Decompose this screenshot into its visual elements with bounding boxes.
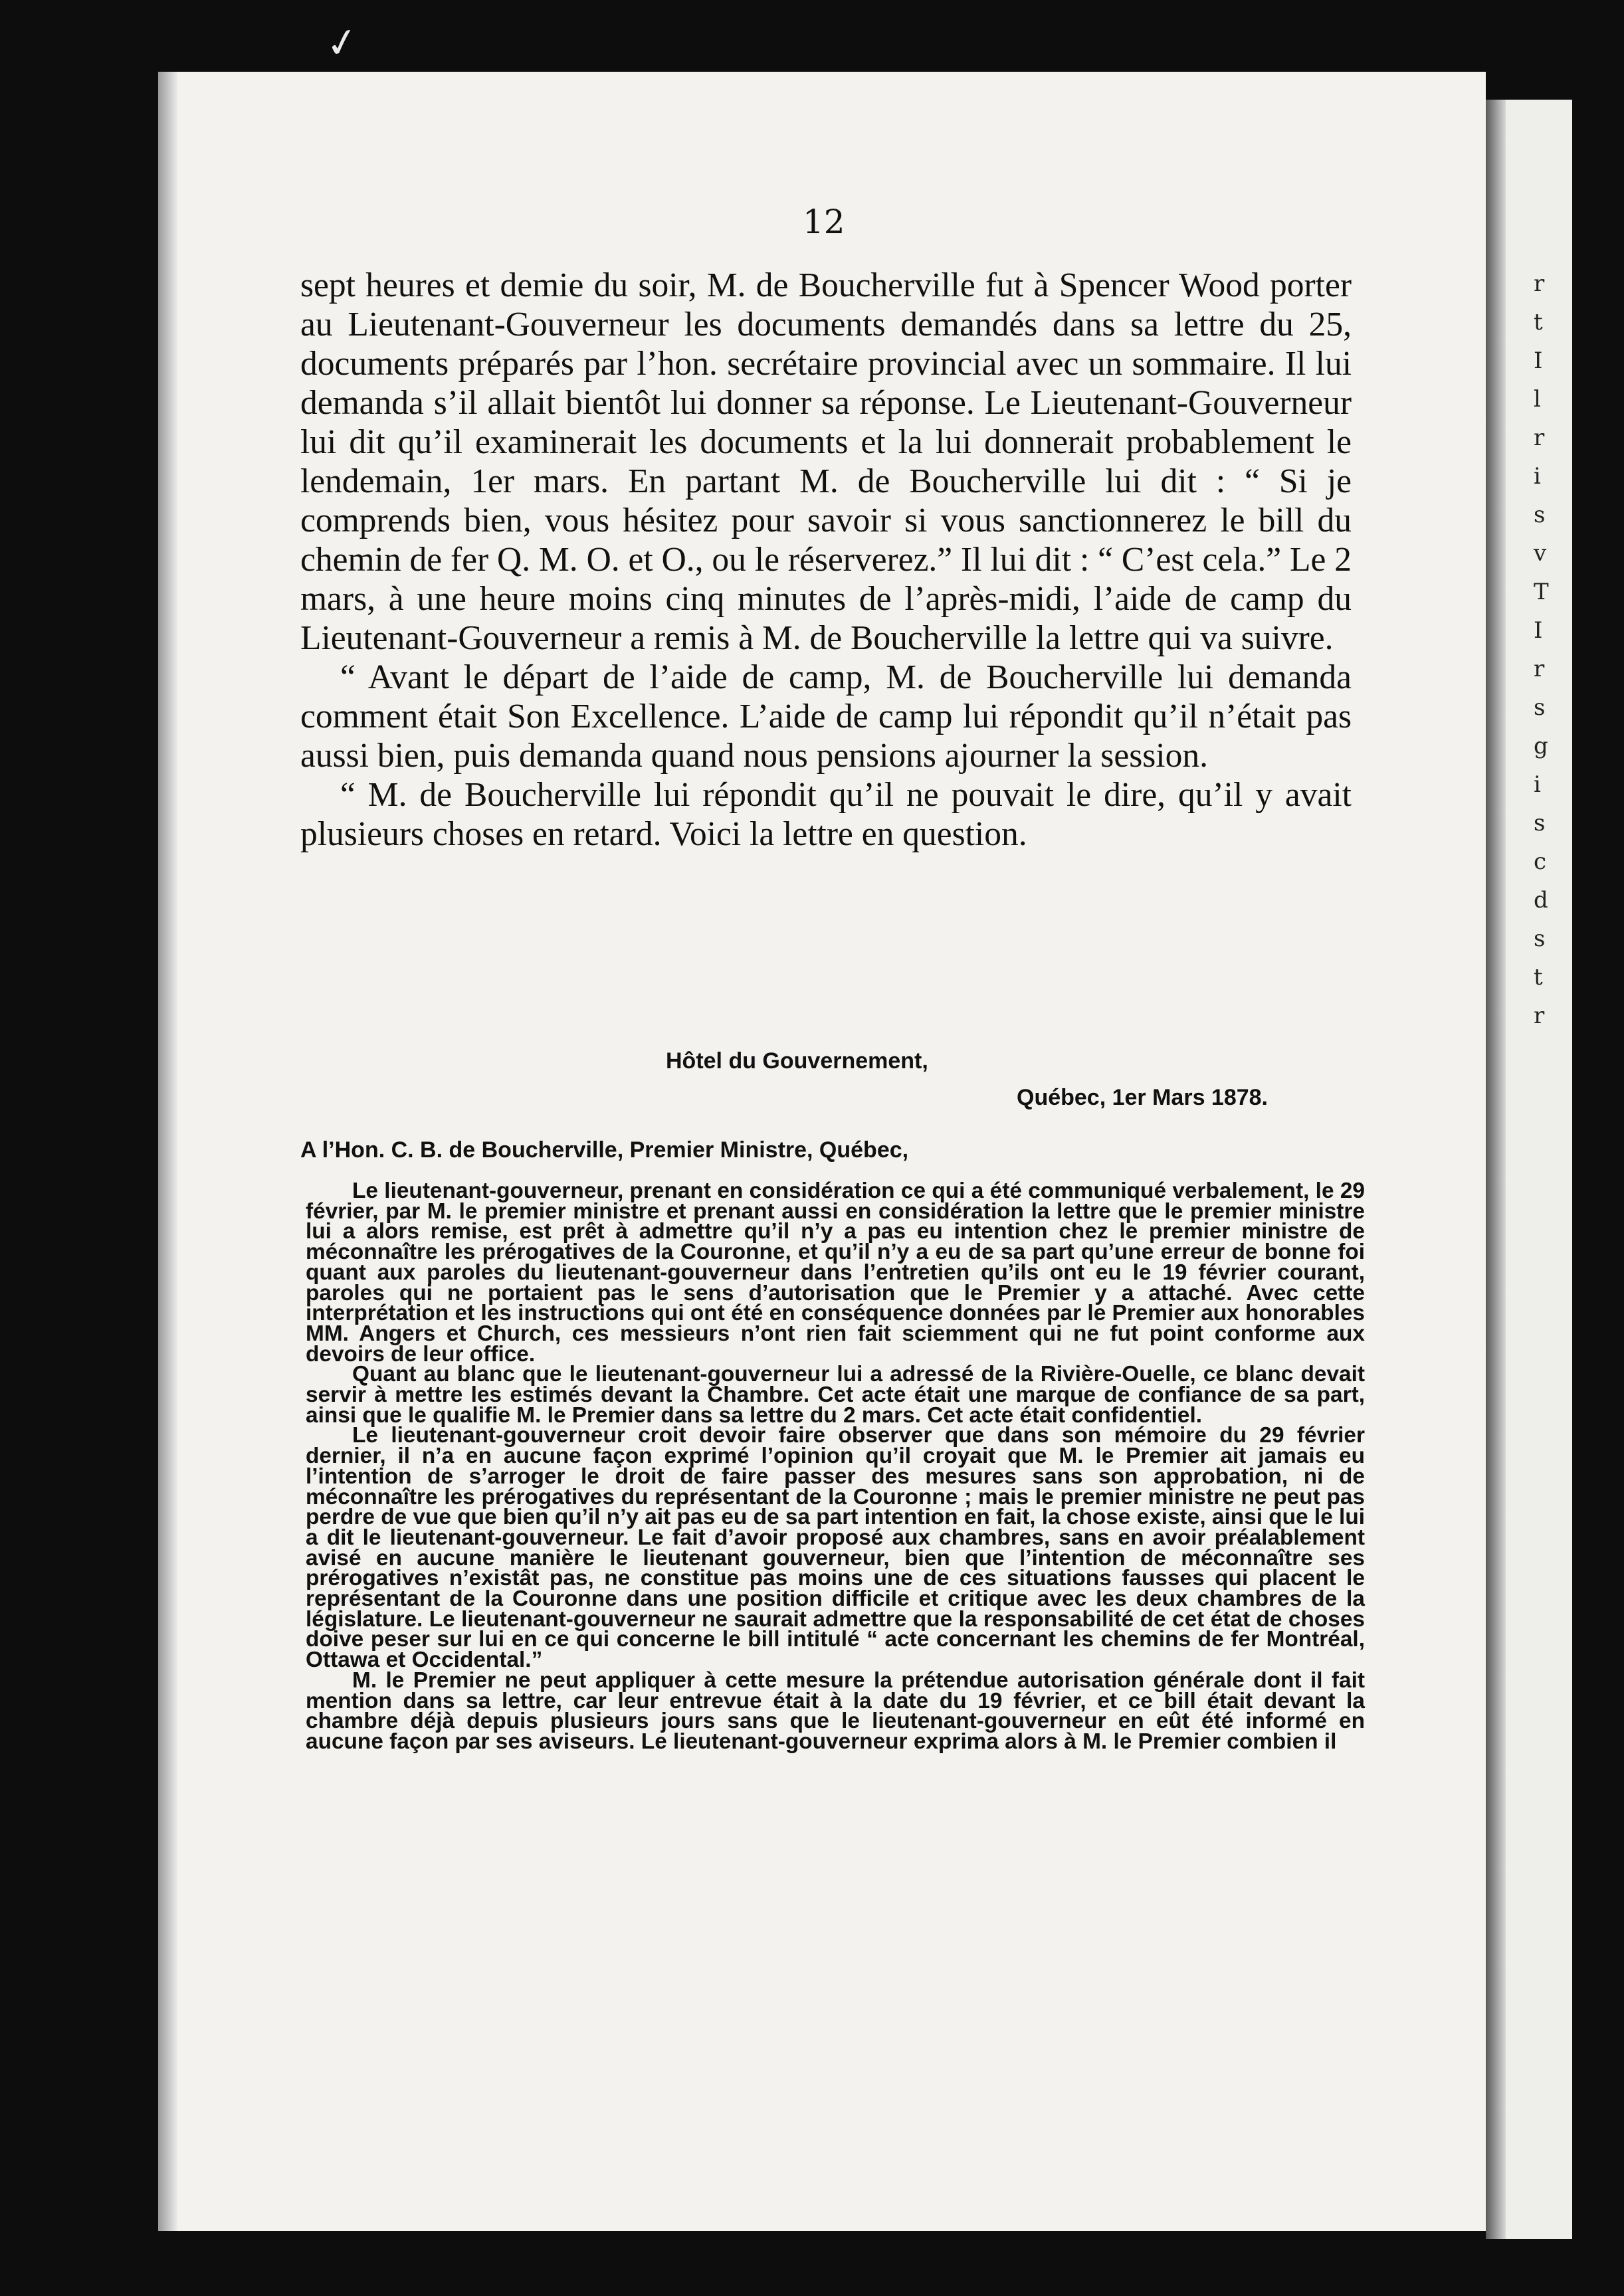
letter-paragraph: Quant au blanc que le lieutenant-gouverneur lui a adressé de la Rivière-Ouelle, ce blanc devait servir à mettre les estimés devant la Chambre. Cet acte était une marque de confiance de sa part, ainsi que le qualifie M. le Premier dans sa lettre du 2 mars. Cet acte était confidentiel. bbox=[306, 1362, 1365, 1428]
letter-paragraph: M. le Premier ne peut appliquer à cette mesure la prétendue autorisation générale dont il fait mention dans sa lettre, car leur entrevue était à la date du 19 février, et ce bill était devant la chambre déjà depuis plusieurs jours sans que le lieutenant-gouverneur en eût été informé en aucune façon par ses aviseurs. Le lieutenant-gouverneur exprima alors à M. le Premier combien il bbox=[306, 1668, 1365, 1754]
facing-page-fragment: T bbox=[1534, 579, 1549, 605]
facing-page-fragment: s bbox=[1534, 810, 1546, 836]
facing-page-fragment: i bbox=[1534, 463, 1541, 490]
facing-page-fragment: c bbox=[1534, 848, 1547, 875]
letter-paragraph: Le lieutenant-gouverneur croit devoir faire observer que dans son mémoire du 29 février dernier, il n’a en aucune façon exprimé l’opinion qu’il croyait que M. le Premier ait jamais eu l’intention de s’arroger le droit de faire passer des mesures sans son approbation, ni de méconnaître les prérogatives du représentant de la Couronne ; mais le premier ministre ne peut pas perdre de vue que bien qu’il n’y ait pas eu de sa part intention en fait, la chose existe, ainsi que le lui a dit le lieutenant-gouverneur. Le fait d’avoir proposé aux chambres, sans en avoir préalablement avisé en aucune manière le lieutenant gouverneur, bien que l’intention de méconnaître ses prérogatives n’existât pas, ne constitue pas moins une de ces situations fausses qui placent le représentant de la Couronne dans une position difficile et critique avec les deux chambres de la législature. Le lieutenant-gouverneur ne saurait admettre que la responsabilité de cet état de choses doive peser sur lui en ce qui concerne le bill intitulé “ acte concernant les chemins de fer Montréal, Ottawa et Occidental.” bbox=[306, 1423, 1365, 1673]
facing-page-fragment: I bbox=[1534, 617, 1543, 644]
page-gutter-shadow bbox=[158, 72, 178, 2231]
facing-page-fragment: t bbox=[1534, 309, 1543, 335]
body-paragraph: “ M. de Boucherville lui répondit qu’il ne pouvait le dire, qu’il y avait plusieurs choses en retard. Voici la lettre en question. bbox=[300, 776, 1352, 853]
facing-page-fragment: r bbox=[1534, 656, 1545, 682]
facing-page-fragment: t bbox=[1534, 964, 1543, 991]
facing-page-fragment: v bbox=[1534, 540, 1547, 567]
body-paragraph: “ Avant le départ de l’aide de camp, M. de Boucherville lui demanda comment était Son Excellence. L’aide de camp lui répondit qu’il n’était pas aussi bien, puis demanda quand nous pensions ajourner la session. bbox=[300, 658, 1352, 775]
facing-page-fragment: l bbox=[1534, 386, 1541, 413]
body-paragraph: sept heures et demie du soir, M. de Boucherville fut à Spencer Wood porter au Lieutenant-Gouverneur les documents demandés dans sa lettre du 25, documents préparés par l’hon. secrétaire provincial avec un sommaire. Il lui demanda s’il allait bientôt lui donner sa réponse. Le Lieutenant-Gouverneur lui dit qu’il examinerait les documents et la lui donnerait probablement le lendemain, 1er mars. En partant M. de Boucherville lui dit : “ Si je comprends bien, vous hésitez pour savoir si vous sanctionnerez le bill du chemin de fer Q. M. O. et O., ou le réserverez.” Il lui dit : “ C’est cela.” Le 2 mars, à une heure moins cinq minutes de l’après-midi, l’aide de camp du Lieutenant-Gouverneur a remis à M. de Boucherville la lettre qui va suivre. bbox=[300, 266, 1352, 657]
facing-page-fragment: r bbox=[1534, 270, 1545, 297]
letter-dateline: Québec, 1er Mars 1878. bbox=[1017, 1085, 1269, 1110]
letter-paragraph: Le lieutenant-gouverneur, prenant en considération ce qui a été communiqué verbalement, le 29 février, par M. le premier ministre et prenant aussi en considération la lettre que le premier ministre lui a alors remise, est prêt à admettre qu’il n’y a pas eu intention chez le premier ministre de méconnaître les prérogatives de la Couronne, et qu’il n’y a eu de sa part qu’une erreur de bonne foi quant aux paroles du lieutenant-gouverneur dans l’entretien qu’ils ont eu le 19 février courant, paroles qui ne portaient pas le sens d’autorisation que le Premier y a attaché. Avec cette interprétation et les instructions qui ont été en conséquence données par le Premier aux honorables MM. Angers et Church, ces messieurs n’ont rien fait sciemment qui ne fut point conforme aux devoirs de leur office. bbox=[306, 1179, 1365, 1367]
facing-page-fragment: I bbox=[1534, 347, 1543, 374]
facing-page-fragment: i bbox=[1534, 771, 1541, 798]
facing-page-fragment: s bbox=[1534, 694, 1546, 721]
facing-page-fragment: g bbox=[1534, 733, 1548, 759]
body-text bbox=[300, 266, 1352, 854]
facing-page-fragment: s bbox=[1534, 925, 1546, 952]
facing-page-fragment: r bbox=[1534, 425, 1545, 451]
facing-page-fragment: s bbox=[1534, 502, 1546, 528]
letter-heading: Hôtel du Gouvernement, bbox=[666, 1048, 928, 1074]
letter-body bbox=[306, 1181, 1365, 1753]
facing-page-fragment: r bbox=[1534, 1003, 1545, 1029]
letter-salutation: A l’Hon. C. B. de Boucherville, Premier Ministre, Québec, bbox=[300, 1137, 909, 1163]
facing-page-fragment: d bbox=[1534, 887, 1548, 913]
facing-page-strip bbox=[1486, 100, 1572, 2239]
scan-mark: ✓ bbox=[322, 17, 363, 69]
facing-page-edge bbox=[1486, 100, 1506, 2239]
page-number: 12 bbox=[803, 203, 845, 241]
